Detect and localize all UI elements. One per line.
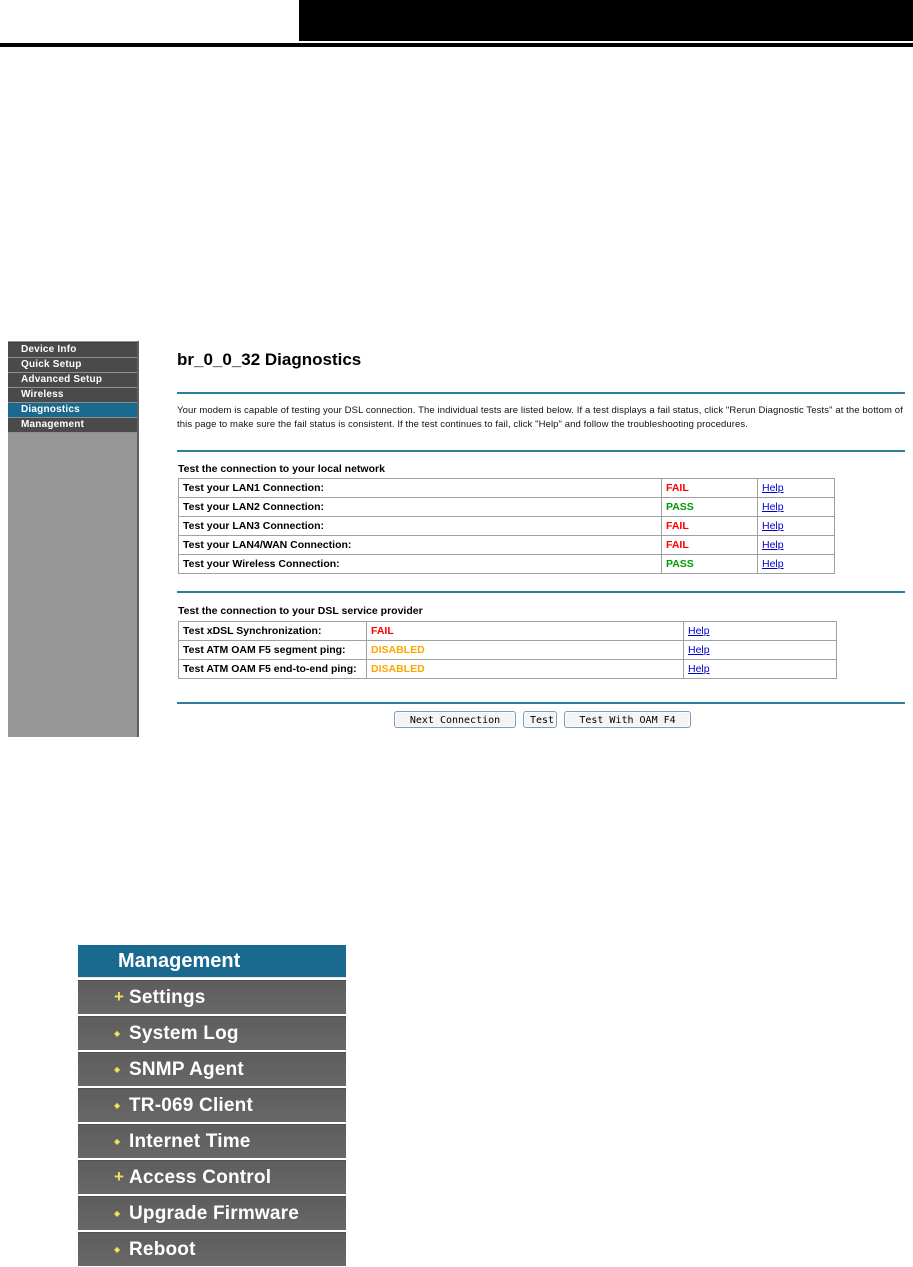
sidebar-item-quick-setup[interactable]: Quick Setup bbox=[8, 358, 137, 373]
menu-item-tr069-client[interactable] bbox=[78, 1088, 346, 1122]
status-badge: FAIL bbox=[662, 479, 758, 498]
header-black-bar bbox=[299, 0, 913, 41]
section-divider bbox=[177, 591, 905, 593]
menu-item-label: Settings bbox=[129, 986, 206, 1008]
table-row bbox=[179, 641, 837, 660]
help-link[interactable]: Help bbox=[762, 520, 784, 532]
menu-item-label: Upgrade Firmware bbox=[129, 1202, 300, 1224]
test-button[interactable]: Test bbox=[523, 711, 557, 728]
table-row bbox=[179, 498, 835, 517]
menu-item-label: SNMP Agent bbox=[129, 1058, 244, 1080]
menu-item-upgrade-firmware[interactable] bbox=[78, 1196, 346, 1230]
test-label: Test your LAN2 Connection: bbox=[179, 498, 662, 517]
help-link[interactable]: Help bbox=[688, 644, 710, 656]
button-row bbox=[394, 711, 691, 728]
menu-item-label: TR-069 Client bbox=[129, 1094, 254, 1116]
menu-item-label: Internet Time bbox=[129, 1130, 251, 1152]
menu-item-access-control[interactable] bbox=[78, 1160, 346, 1194]
test-label: Test your Wireless Connection: bbox=[179, 555, 662, 574]
diagnostics-screenshot bbox=[0, 340, 913, 737]
test-label: Test ATM OAM F5 end-to-end ping: bbox=[179, 660, 367, 679]
intro-text: Your modem is capable of testing your DSL connection. The individual tests are listed below. If a test displays a fail status, click "Rerun Diagnostic Tests" at the bottom of this page to make sure the fail status is consistent. If the test continues to fail, click "Help" and follow the troubleshooting procedures. bbox=[177, 405, 903, 430]
sidebar-item-management[interactable]: Management bbox=[8, 418, 137, 433]
help-link[interactable]: Help bbox=[762, 558, 784, 570]
bullet-icon: ◆ bbox=[114, 1065, 121, 1074]
test-label: Test ATM OAM F5 segment ping: bbox=[179, 641, 367, 660]
table-row bbox=[179, 479, 835, 498]
sidebar-item-wireless[interactable]: Wireless bbox=[8, 388, 137, 403]
menu-item-reboot[interactable] bbox=[78, 1232, 346, 1266]
bullet-icon: ◆ bbox=[114, 1137, 121, 1146]
sidebar-item-advanced-setup[interactable]: Advanced Setup bbox=[8, 373, 137, 388]
status-badge: PASS bbox=[662, 555, 758, 574]
menu-item-snmp-agent[interactable] bbox=[78, 1052, 346, 1086]
test-label: Test your LAN3 Connection: bbox=[179, 517, 662, 536]
test-with-oam-f4-button[interactable]: Test With OAM F4 bbox=[564, 711, 691, 728]
table-row bbox=[179, 660, 837, 679]
menu-item-label: System Log bbox=[129, 1022, 239, 1044]
expand-marker-icon: + bbox=[114, 986, 124, 1006]
status-badge: PASS bbox=[662, 498, 758, 517]
status-badge: DISABLED bbox=[367, 660, 684, 679]
sidebar bbox=[8, 341, 139, 737]
dsl-section-heading: Test the connection to your DSL service provider bbox=[178, 605, 423, 617]
menu-item-system-log[interactable] bbox=[78, 1016, 346, 1050]
sidebar-item-device-info[interactable]: Device Info bbox=[8, 343, 137, 358]
page-title: br_0_0_32 Diagnostics bbox=[177, 350, 362, 369]
help-link[interactable]: Help bbox=[762, 501, 784, 513]
sidebar-menu bbox=[8, 342, 137, 433]
status-badge: DISABLED bbox=[367, 641, 684, 660]
menu-item-label: Reboot bbox=[129, 1238, 196, 1260]
menu-item-internet-time[interactable] bbox=[78, 1124, 346, 1158]
expand-marker-icon: + bbox=[114, 1166, 124, 1186]
dsl-test-table bbox=[178, 621, 837, 679]
bullet-icon: ◆ bbox=[114, 1029, 121, 1038]
next-connection-button[interactable]: Next Connection bbox=[394, 711, 516, 728]
title-divider bbox=[177, 392, 905, 394]
status-badge: FAIL bbox=[367, 622, 684, 641]
buttons-divider bbox=[177, 702, 905, 704]
management-menu-header[interactable]: Management bbox=[78, 945, 346, 978]
test-label: Test your LAN1 Connection: bbox=[179, 479, 662, 498]
bullet-icon: ◆ bbox=[114, 1245, 121, 1254]
table-row bbox=[179, 517, 835, 536]
management-menu-screenshot bbox=[78, 945, 346, 1266]
bullet-icon: ◆ bbox=[114, 1101, 121, 1110]
table-row bbox=[179, 622, 837, 641]
test-label: Test your LAN4/WAN Connection: bbox=[179, 536, 662, 555]
bullet-icon: ◆ bbox=[114, 1209, 121, 1218]
table-row bbox=[179, 536, 835, 555]
help-link[interactable]: Help bbox=[762, 539, 784, 551]
local-network-test-table bbox=[178, 478, 835, 574]
menu-item-label: Access Control bbox=[129, 1166, 272, 1188]
help-link[interactable]: Help bbox=[688, 663, 710, 675]
sidebar-item-diagnostics[interactable]: Diagnostics bbox=[8, 403, 137, 418]
status-badge: FAIL bbox=[662, 517, 758, 536]
intro-divider bbox=[177, 450, 905, 452]
help-link[interactable]: Help bbox=[762, 482, 784, 494]
menu-item-settings[interactable] bbox=[78, 980, 346, 1014]
header-divider-line bbox=[0, 43, 913, 47]
table-row bbox=[179, 555, 835, 574]
help-link[interactable]: Help bbox=[688, 625, 710, 637]
test-label: Test xDSL Synchronization: bbox=[179, 622, 367, 641]
local-network-section-heading: Test the connection to your local network bbox=[178, 463, 385, 475]
status-badge: FAIL bbox=[662, 536, 758, 555]
